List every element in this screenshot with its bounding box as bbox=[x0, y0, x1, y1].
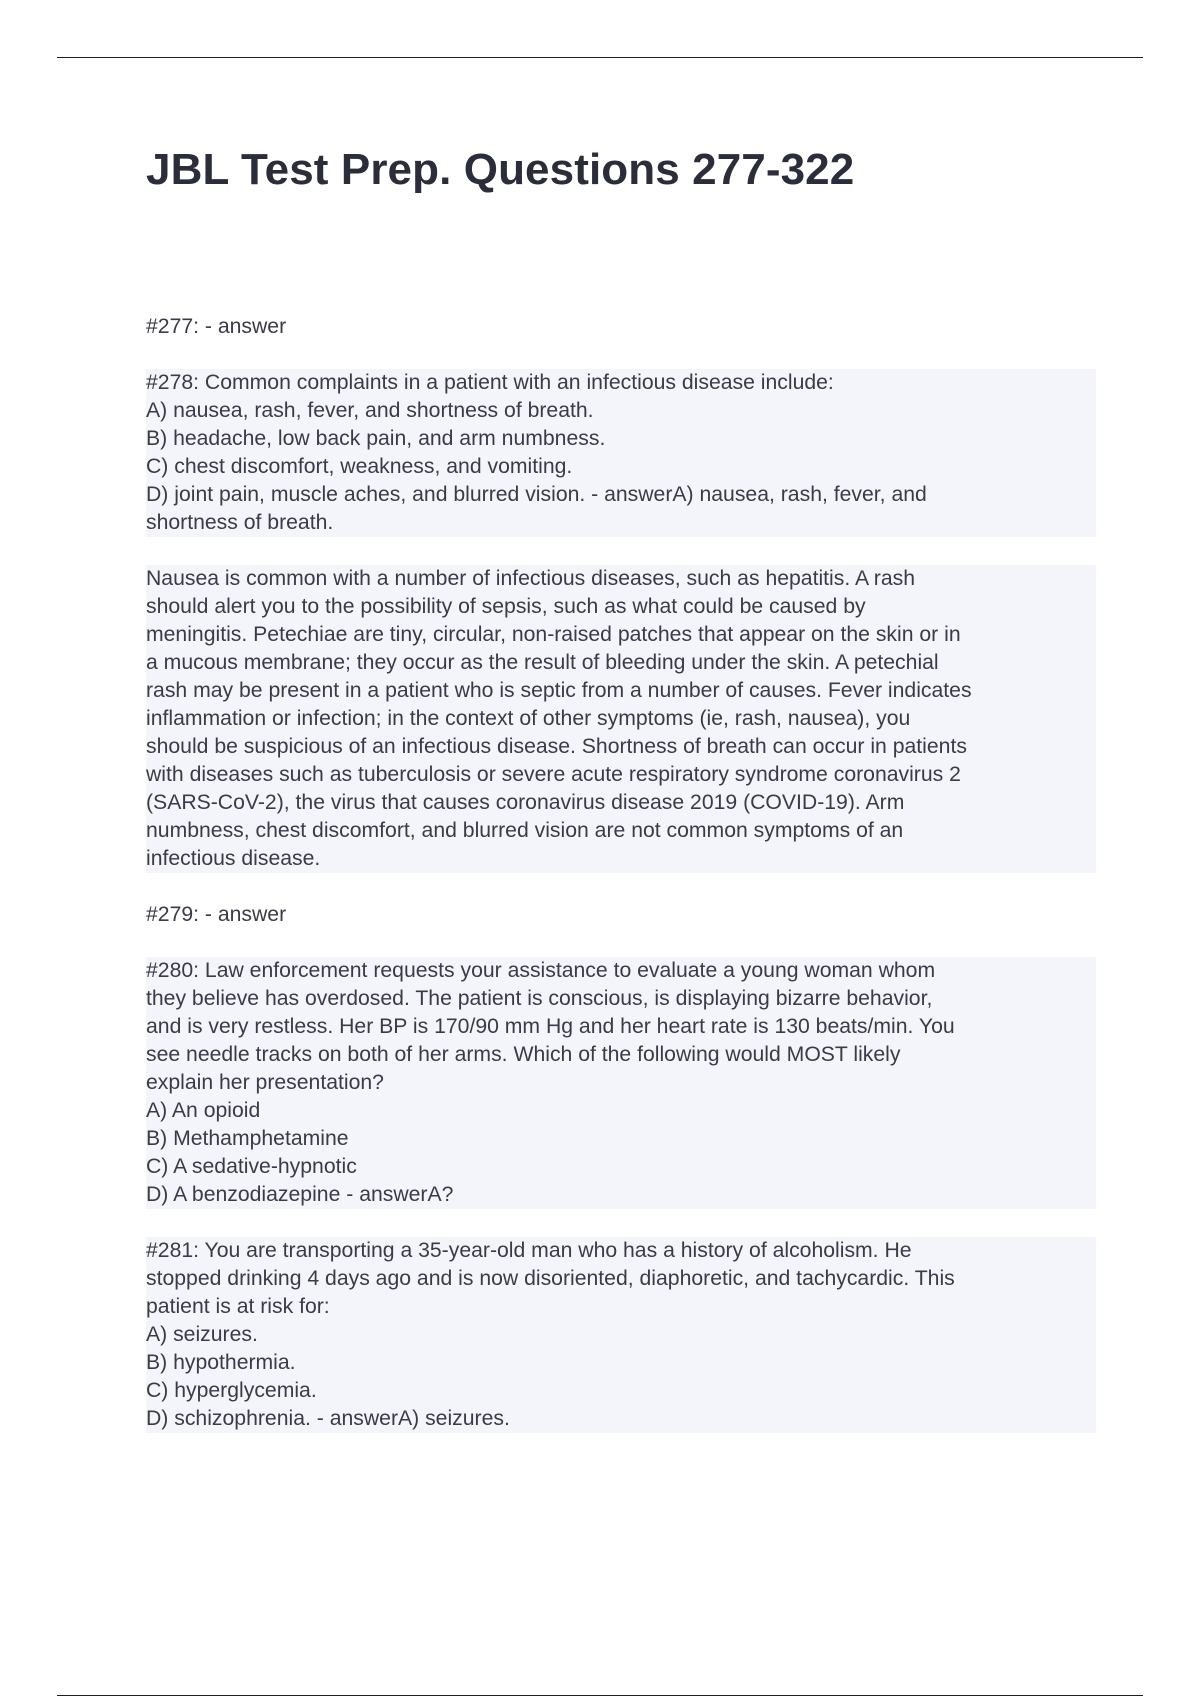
question-281 bbox=[146, 1237, 1096, 1433]
explanation-line: numbness, chest discomfort, and blurred vision are not common symptoms of an bbox=[146, 819, 904, 842]
document-title: JBL Test Prep. Questions 277-322 bbox=[146, 145, 855, 194]
option-b: B) hypothermia. bbox=[146, 1351, 296, 1374]
option-d-answer: D) schizophrenia. - answerA) seizures. bbox=[146, 1407, 510, 1430]
option-d-answer: D) joint pain, muscle aches, and blurred vision. - answerA) nausea, rash, fever, and bbox=[146, 483, 927, 506]
question-280 bbox=[146, 957, 1096, 1209]
explanation-line: should alert you to the possibility of sepsis, such as what could be caused by bbox=[146, 595, 866, 618]
question-text: they believe has overdosed. The patient is conscious, is displaying bizarre behavior, bbox=[146, 987, 933, 1010]
option-b: B) headache, low back pain, and arm numbness. bbox=[146, 427, 606, 450]
option-b: B) Methamphetamine bbox=[146, 1127, 349, 1150]
option-a: A) nausea, rash, fever, and shortness of breath. bbox=[146, 399, 594, 422]
question-text: stopped drinking 4 days ago and is now disoriented, diaphoretic, and tachycardic. This bbox=[146, 1267, 955, 1290]
question-text: see needle tracks on both of her arms. Which of the following would MOST likely bbox=[146, 1043, 901, 1066]
explanation-line: infectious disease. bbox=[146, 847, 321, 870]
explanation-line: (SARS-CoV-2), the virus that causes coronavirus disease 2019 (COVID-19). Arm bbox=[146, 791, 905, 814]
question-text: and is very restless. Her BP is 170/90 mm Hg and her heart rate is 130 beats/min. You bbox=[146, 1015, 955, 1038]
option-c: C) chest discomfort, weakness, and vomiting. bbox=[146, 455, 573, 478]
explanation-line: inflammation or infection; in the context of other symptoms (ie, rash, nausea), you bbox=[146, 707, 911, 730]
question-text: explain her presentation? bbox=[146, 1071, 384, 1094]
bottom-rule bbox=[57, 1695, 1143, 1696]
question-279 bbox=[146, 901, 1096, 929]
option-c: C) A sedative-hypnotic bbox=[146, 1155, 357, 1178]
explanation-278 bbox=[146, 565, 1096, 873]
qa-content bbox=[146, 313, 1096, 1461]
explanation-line: a mucous membrane; they occur as the result of bleeding under the skin. A petechial bbox=[146, 651, 939, 674]
question-277 bbox=[146, 313, 1096, 341]
option-d-answer: D) A benzodiazepine - answerA? bbox=[146, 1183, 454, 1206]
question-text: #280: Law enforcement requests your assistance to evaluate a young woman whom bbox=[146, 959, 936, 982]
explanation-line: with diseases such as tuberculosis or severe acute respiratory syndrome coronavirus 2 bbox=[146, 763, 961, 786]
question-text: #281: You are transporting a 35-year-old man who has a history of alcoholism. He bbox=[146, 1239, 912, 1262]
question-text: patient is at risk for: bbox=[146, 1295, 330, 1318]
explanation-line: rash may be present in a patient who is septic from a number of causes. Fever indicates bbox=[146, 679, 972, 702]
explanation-line: Nausea is common with a number of infectious diseases, such as hepatitis. A rash bbox=[146, 567, 916, 590]
option-a: A) seizures. bbox=[146, 1323, 258, 1346]
explanation-line: should be suspicious of an infectious disease. Shortness of breath can occur in patients bbox=[146, 735, 967, 758]
text-line: #277: - answer bbox=[146, 315, 287, 338]
explanation-line: meningitis. Petechiae are tiny, circular, non-raised patches that appear on the skin or in bbox=[146, 623, 961, 646]
question-278 bbox=[146, 369, 1096, 537]
option-a: A) An opioid bbox=[146, 1099, 261, 1122]
answer-continuation: shortness of breath. bbox=[146, 511, 334, 534]
top-rule bbox=[57, 57, 1143, 58]
option-c: C) hyperglycemia. bbox=[146, 1379, 317, 1402]
question-text: #278: Common complaints in a patient with an infectious disease include: bbox=[146, 371, 834, 394]
text-line: #279: - answer bbox=[146, 903, 287, 926]
